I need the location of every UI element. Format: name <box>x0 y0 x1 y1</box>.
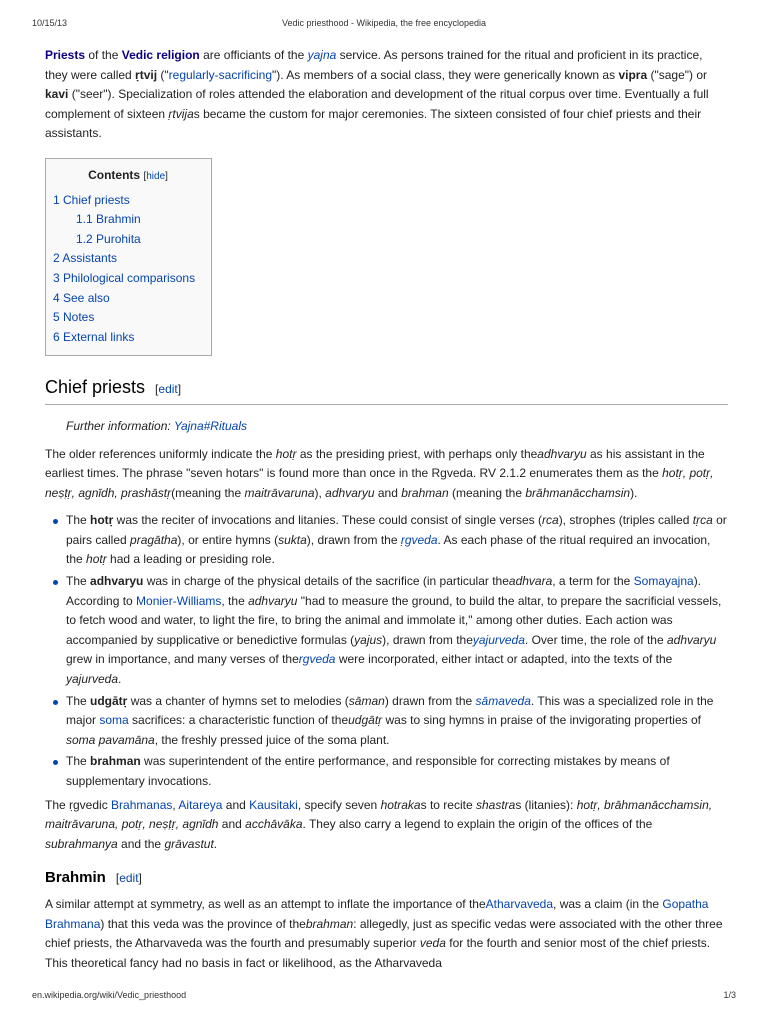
intro-paragraph: Priests of the Vedic religion are officiants of the yajna service. As persons trained for the ritual and proficient in its practice, they were called ṛtvij ("regularly-sacrificing"). As members of a social class, they were generically known as vipra ("sage") or kavi ("seer"). Specialization of roles attended the elaboration and development of the ritual corpus over time. Eventually a full complement of sixteen ṛtvijas became the custom for major ceremonies. The sixteen consisted of four chief priests and their assistants. <box>45 48 709 141</box>
print-footer <box>32 990 736 1004</box>
link-priests[interactable]: Priests <box>45 48 86 62</box>
edit-link-brahmin[interactable]: edit <box>119 871 139 886</box>
article-content <box>45 46 728 981</box>
list-item-hotr: The hotṛ was the reciter of invocations and litanies. These could consist of single verses (rca), strophes (triples called tṛca or pairs called pragātha), or entire hymns (sukta), drawn from the ṛgveda. As each phase of the ritual required an invocation, the hotṛ had a leading or presiding role. <box>66 511 728 570</box>
print-page-number: 1/3 <box>723 990 736 1000</box>
table-of-contents <box>45 158 212 356</box>
toc-item-chief-priests[interactable]: 1 Chief priests <box>53 192 130 207</box>
link-brahmanas[interactable]: Brahmanas <box>111 797 173 812</box>
print-header <box>32 18 736 32</box>
brahmin-paragraph: A similar attempt at symmetry, as well as an attempt to inflate the importance of theAtharvaveda, was a claim (in the Gopatha Brahmana) that this veda was the province of thebrahman: allegedly, just as specific vedas were associated with the other three chief priests, the Atharvaveda was the fourth and presumably superior veda for the fourth and senior most of the chief priests. This theoretical fancy had no basis in fact or likelihood, as the Atharvaveda <box>45 896 723 970</box>
toc-hide-link[interactable]: hide <box>146 170 166 182</box>
link-soma[interactable]: soma <box>99 713 129 728</box>
toc-item-assistants[interactable]: 2 Assistants <box>53 251 118 266</box>
link-rgveda[interactable]: ṛgveda <box>400 532 438 547</box>
edit-link-chief-priests[interactable]: edit <box>158 382 178 397</box>
toc-item-see-also[interactable]: 4 See also <box>53 290 110 305</box>
link-rgveda-2[interactable]: rgveda <box>298 652 336 667</box>
link-atharvaveda[interactable]: Atharvaveda <box>485 896 554 911</box>
link-monier-williams[interactable]: Monier-Williams <box>136 593 222 608</box>
heading-chief-priests: Chief priests [edit] <box>45 378 728 405</box>
toc-item-brahmin[interactable]: 1.1 Brahmin <box>76 212 141 227</box>
link-somayajna[interactable]: Somayajna <box>633 574 694 589</box>
print-date: 10/15/13 <box>32 18 68 28</box>
heading-brahmin: Brahmin [edit] <box>45 869 142 887</box>
list-item-udgatr: The udgātṛ was a chanter of hymns set to melodies (sāman) drawn from the sāmaveda. This was a specialized role in the major soma sacrifices: a characteristic function of theudgātṛ was to sing hymns in praise of the invigorating properties of soma pavamāna, the freshly pressed juice of the soma plant. <box>66 692 728 751</box>
toc-item-notes[interactable]: 5 Notes <box>53 310 95 325</box>
link-aitareya[interactable]: Aitareya <box>178 797 223 812</box>
print-page-title: Vedic priesthood - Wikipedia, the free encyclopedia <box>281 18 487 28</box>
link-kausitaki[interactable]: Kausitaki <box>249 797 298 812</box>
list-item-adhvaryu: The adhvaryu was in charge of the physical details of the sacrifice (in particular theadhvara, a term for the Somayajna). According to Monier-Williams, the adhvaryu "had to measure the ground, to build the altar, to prepare the sacrificial vessels, to fetch wood and water, to light the fire, to bring the animal and immolate it," among other duties. Each action was accompanied by supplicative or benedictive formulas (yajus), drawn from theyajurveda. Over time, the role of the adhvaryu grew in importance, and many verses of thergveda were incorporated, either intact or adapted, into the texts of the yajurveda. <box>66 572 728 690</box>
toc-item-philological-comparisons[interactable]: 3 Philological comparisons <box>53 270 196 285</box>
toc-item-external-links[interactable]: 6 External links <box>53 329 135 344</box>
link-yajna[interactable]: yajna <box>307 48 337 62</box>
link-yajna-rituals[interactable]: Yajna#Rituals <box>173 418 247 433</box>
toc-list <box>53 191 203 348</box>
chief-priests-list <box>45 511 728 791</box>
link-yajurveda[interactable]: yajurveda <box>472 632 525 647</box>
link-vedic-religion[interactable]: Vedic religion <box>121 48 200 62</box>
link-gopatha-brahmana[interactable]: Gopatha Brahmana <box>45 896 709 931</box>
further-information-note: Further information: Yajna#Rituals <box>66 418 247 433</box>
hotraka-paragraph: The ṛgvedic Brahmanas, Aitareya and Kausitaki, specify seven hotrakas to recite shastras (litanies): hotṛ, brāhmanācchamsin, maitrāvaruna, potṛ, neṣṭṛ, agnīdh and acchāvāka. They also carry a legend to explain the origin of the offices of the subrahmanya and the grāvastut. <box>45 797 713 851</box>
toc-item-purohita[interactable]: 1.2 Purohita <box>76 231 141 246</box>
print-url: en.wikipedia.org/wiki/Vedic_priesthood <box>32 990 187 1000</box>
chief-priests-paragraph: The older references uniformly indicate the hotṛ as the presiding priest, with perhaps only theadhvaryu as his assistant in the earliest times. The phrase "seven hotars" is found more than once in the Rgveda. RV 2.1.2 enumerates them as the hotṛ, potṛ, neṣṭṛ, agnīdh, prashāstṛ(meaning the maitrāvaruna), adhvaryu and brahman (meaning the brāhmanācchamsin). <box>45 446 714 500</box>
toc-title: Contents [hide] <box>88 167 168 182</box>
link-regularly-sacrificing[interactable]: regularly-sacrificing <box>168 67 273 82</box>
list-item-brahman: The brahman was superintendent of the entire performance, and responsible for correcting mistakes by means of supplementary invocations. <box>66 752 728 791</box>
link-samaveda[interactable]: sāmaveda <box>475 693 531 708</box>
